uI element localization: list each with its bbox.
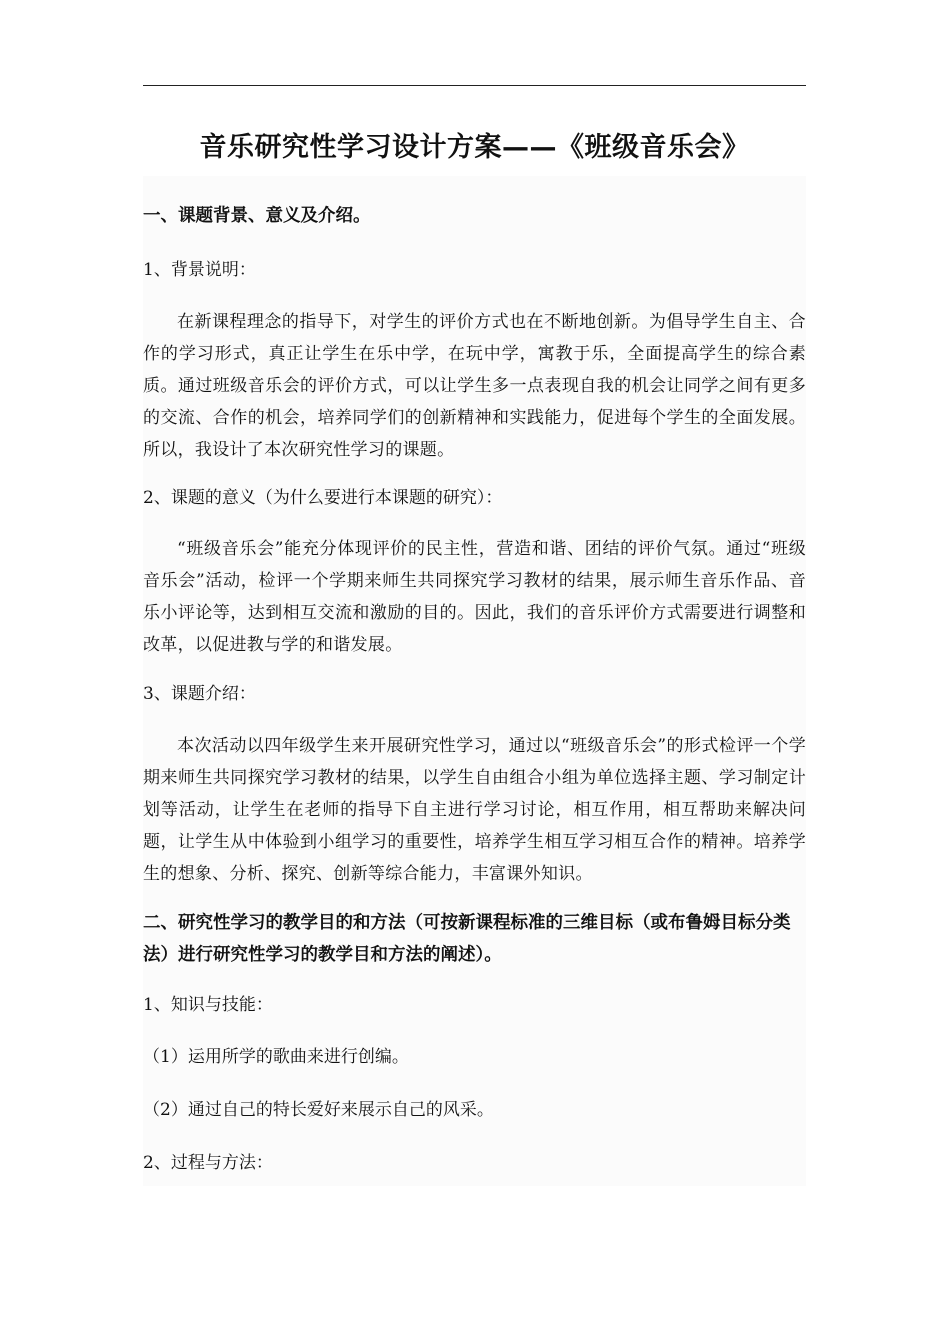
section-1-sub-3-label: 3、课题介绍： [143, 684, 256, 704]
section-1-sub-1-label: 1、背景说明： [143, 260, 256, 280]
section-2-item-1: （1）运用所学的歌曲来进行创编。 [143, 1047, 409, 1067]
section-2-sub-2-label: 2、过程与方法： [143, 1153, 273, 1173]
section-2-item-2: （2）通过自己的特长爱好来展示自己的风采。 [143, 1100, 494, 1120]
section-1-sub-2-label: 2、课题的意义（为什么要进行本课题的研究）： [143, 488, 503, 508]
section-2-sub-1-label: 1、知识与技能： [143, 995, 273, 1015]
page-title: 音乐研究性学习设计方案——《班级音乐会》 [199, 132, 750, 163]
header-rule [143, 85, 806, 86]
section-1-sub-3-paragraph: 本次活动以四年级学生来开展研究性学习，通过以“班级音乐会”的形式检评一个学期来师生共同探究学习教材的结果，以学生自由组合小组为单位选择主题、学习制定计划等活动，让学生在老师的指导下自主进行学习讨论，相互作用，相互帮助来解决问题，让学生从中体验到小组学习的重要性，培养学生相互学习相互合作的精神。培养学生的想象、分析、探究、创新等综合能力，丰富课外知识。 [143, 736, 806, 884]
section-2-heading: 二、研究性学习的教学目的和方法（可按新课程标准的三维目标（或布鲁姆目标分类法）进行研究性学习的教学目和方法的阐述）。 [143, 913, 791, 965]
section-1-sub-1-paragraph: 在新课程理念的指导下，对学生的评价方式也在不断地创新。为倡导学生自主、合作的学习形式，真正让学生在乐中学，在玩中学，寓教于乐，全面提高学生的综合素质。通过班级音乐会的评价方式，可以让学生多一点表现自我的机会让同学之间有更多的交流、合作的机会，培养同学们的创新精神和实践能力，促进每个学生的全面发展。所以，我设计了本次研究性学习的课题。 [143, 312, 806, 460]
section-1-heading: 一、课题背景、意义及介绍。 [143, 206, 371, 226]
section-1-sub-2-paragraph: “班级音乐会”能充分体现评价的民主性，营造和谐、团结的评价气氛。通过“班级音乐会”活动，检评一个学期来师生共同探究学习教材的结果，展示师生音乐作品、音乐小评论等，达到相互交流和激励的目的。因此，我们的音乐评价方式需要进行调整和改革，以促进教与学的和谐发展。 [143, 539, 806, 655]
